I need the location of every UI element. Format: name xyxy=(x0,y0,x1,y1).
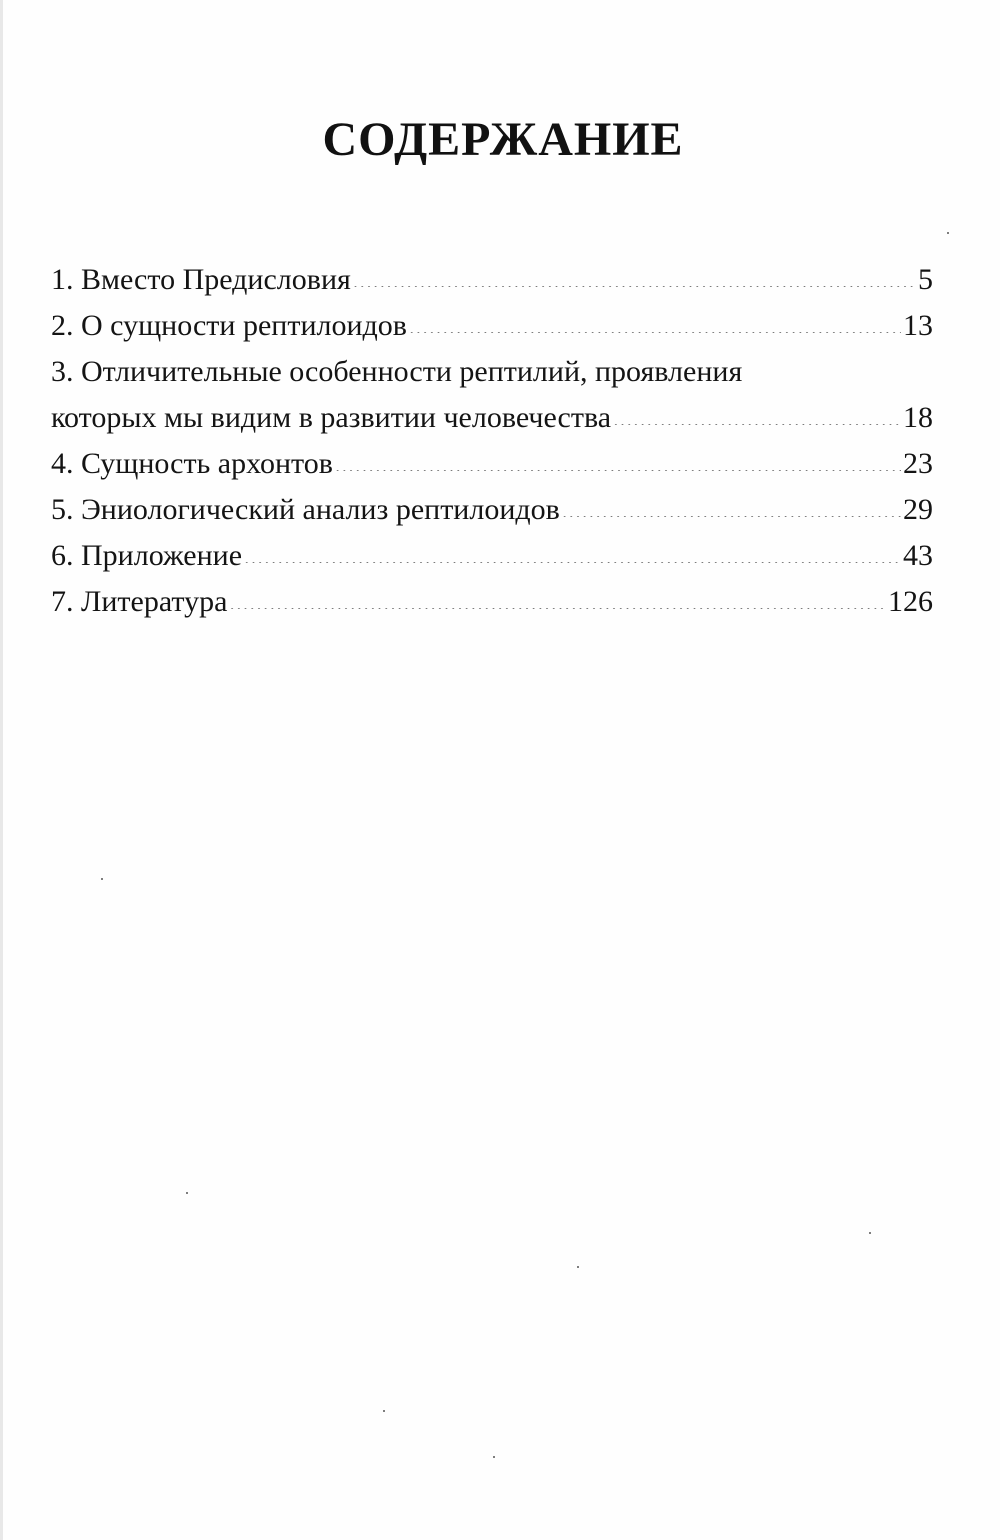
toc-entry-3-line-2 xyxy=(51,395,933,441)
scan-speck xyxy=(101,878,103,880)
toc-leader-dots xyxy=(353,257,916,287)
toc-entry-label xyxy=(51,441,333,487)
scan-speck xyxy=(577,1266,579,1268)
toc-entry-title: Отличительные особенности рептилий, проявления xyxy=(81,355,743,388)
toc-leader-dots xyxy=(613,395,901,425)
page-title: СОДЕРЖАНИЕ xyxy=(322,113,684,166)
toc-leader-dots xyxy=(244,533,901,563)
toc-leader-dots xyxy=(562,487,901,517)
scan-speck xyxy=(947,232,949,234)
toc-entry-label xyxy=(51,303,407,349)
toc-entry-number: 2. xyxy=(51,309,74,342)
toc-page-number: 126 xyxy=(888,585,933,618)
toc-entry-7 xyxy=(51,579,933,625)
toc-page-number: 29 xyxy=(903,493,933,526)
toc-entry-label xyxy=(51,487,560,533)
toc-entry-number: 6. xyxy=(51,539,74,572)
toc-page-number: 13 xyxy=(903,309,933,342)
scan-speck xyxy=(493,1456,495,1458)
toc-entry-title: О сущности рептилоидов xyxy=(81,309,407,342)
toc-entry-4 xyxy=(51,441,933,487)
toc-leader-dots xyxy=(229,579,886,609)
toc-entry-6 xyxy=(51,533,933,579)
toc-entry-3-line-1 xyxy=(51,349,933,395)
toc-entry-5 xyxy=(51,487,933,533)
toc-page-number: 18 xyxy=(903,401,933,434)
table-of-contents xyxy=(51,257,933,625)
toc-entry-title: Литература xyxy=(81,585,228,618)
toc-entry-number: 4. xyxy=(51,447,74,480)
toc-entry-label xyxy=(51,533,242,579)
toc-page-number: 5 xyxy=(918,263,933,296)
scan-speck xyxy=(383,1410,385,1412)
toc-page-number: 23 xyxy=(903,447,933,480)
toc-leader-dots xyxy=(409,303,901,333)
toc-entry-title: Эниологический анализ рептилоидов xyxy=(81,493,560,526)
toc-entry-title-continued: которых мы видим в развитии человечества xyxy=(51,401,612,434)
scan-speck xyxy=(869,1232,871,1234)
toc-leader-dots xyxy=(335,441,901,471)
toc-entry-number: 1. xyxy=(51,263,74,296)
scan-speck xyxy=(186,1192,188,1194)
toc-entry-1 xyxy=(51,257,933,303)
toc-entry-label xyxy=(51,349,742,395)
toc-entry-label xyxy=(51,257,351,303)
toc-entry-label xyxy=(51,579,227,625)
toc-entry-number: 3. xyxy=(51,355,74,388)
toc-entry-2 xyxy=(51,303,933,349)
toc-entry-title: Приложение xyxy=(81,539,243,572)
toc-entry-number: 5. xyxy=(51,493,74,526)
toc-entry-title: Сущность архонтов xyxy=(81,447,333,480)
toc-page-number: 43 xyxy=(903,539,933,572)
toc-entry-title: Вместо Предисловия xyxy=(81,263,351,296)
toc-entry-number: 7. xyxy=(51,585,74,618)
